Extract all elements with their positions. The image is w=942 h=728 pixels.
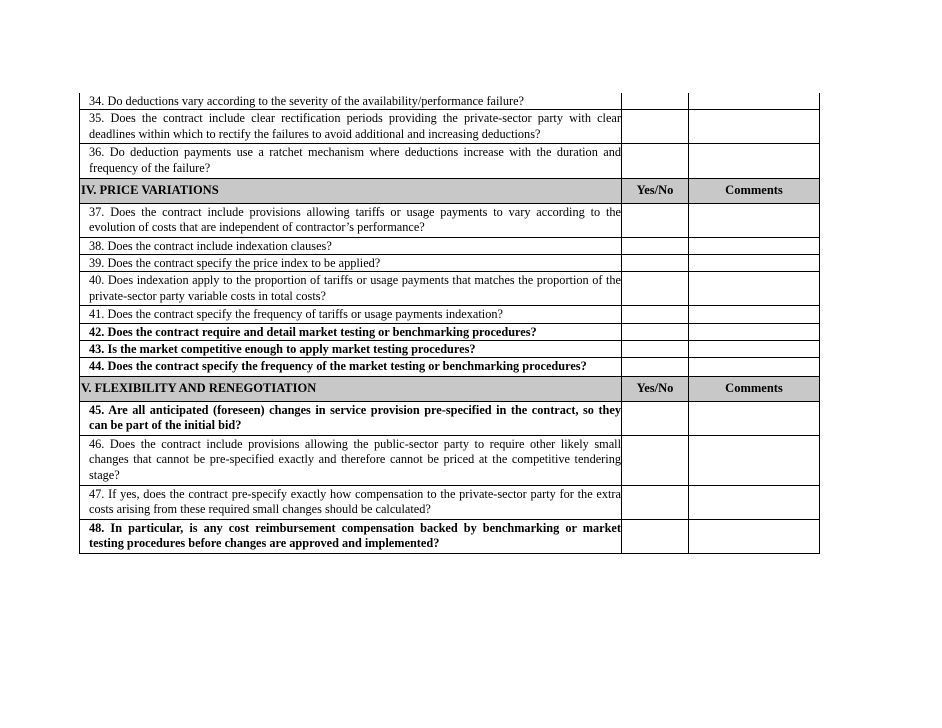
question-row-46 — [80, 435, 820, 485]
question-text: 46. Does the contract include provisions allowing the public-sector party to require other likely small changes that cannot be pre-specified exactly and therefore cannot be priced at the competitive tendering stage? — [80, 435, 622, 485]
question-row-40 — [80, 272, 820, 306]
comments-header: Comments — [689, 178, 820, 203]
question-row-43 — [80, 340, 820, 357]
yes-no-cell[interactable] — [622, 272, 689, 306]
comments-cell[interactable] — [689, 203, 820, 237]
question-row-35 — [80, 110, 820, 144]
question-row-37 — [80, 203, 820, 237]
section-title: IV. PRICE VARIATIONS — [80, 178, 622, 203]
question-row-39 — [80, 254, 820, 271]
comments-cell[interactable] — [689, 485, 820, 519]
section-title: V. FLEXIBILITY AND RENEGOTIATION — [80, 376, 622, 401]
comments-cell[interactable] — [689, 144, 820, 178]
question-text: 36. Do deduction payments use a ratchet mechanism where deductions increase with the duration and frequency of the failure? — [80, 144, 622, 178]
question-row-47 — [80, 485, 820, 519]
question-text: 39. Does the contract specify the price index to be applied? — [80, 254, 622, 271]
comments-cell[interactable] — [689, 93, 820, 110]
question-text: 34. Do deductions vary according to the severity of the availability/performance failure? — [80, 93, 622, 110]
yes-no-cell[interactable] — [622, 485, 689, 519]
yes-no-cell[interactable] — [622, 93, 689, 110]
question-text: 41. Does the contract specify the frequency of tariffs or usage payments indexation? — [80, 306, 622, 323]
question-text: 40. Does indexation apply to the proportion of tariffs or usage payments that matches the proportion of the private-sector party variable costs in total costs? — [80, 272, 622, 306]
comments-cell[interactable] — [689, 237, 820, 254]
question-row-44 — [80, 357, 820, 376]
comments-cell[interactable] — [689, 254, 820, 271]
comments-cell[interactable] — [689, 401, 820, 435]
yes-no-cell[interactable] — [622, 144, 689, 178]
comments-cell[interactable] — [689, 357, 820, 376]
comments-header: Comments — [689, 376, 820, 401]
comments-cell[interactable] — [689, 435, 820, 485]
question-text: 37. Does the contract include provisions allowing tariffs or usage payments to vary according to the evolution of costs that are independent of contractor’s performance? — [80, 203, 622, 237]
section-header-flexibility-renegotiation — [80, 376, 820, 401]
question-row-48 — [80, 519, 820, 553]
comments-cell[interactable] — [689, 519, 820, 553]
comments-cell[interactable] — [689, 306, 820, 323]
question-row-41 — [80, 306, 820, 323]
yes-no-cell[interactable] — [622, 340, 689, 357]
question-text: 44. Does the contract specify the frequency of the market testing or benchmarking procedures? — [80, 357, 622, 376]
comments-cell[interactable] — [689, 323, 820, 340]
yes-no-header: Yes/No — [622, 178, 689, 203]
yes-no-cell[interactable] — [622, 306, 689, 323]
question-text: 48. In particular, is any cost reimbursement compensation backed by benchmarking or market testing procedures before changes are approved and implemented? — [80, 519, 622, 553]
questionnaire-table — [79, 93, 820, 554]
section-header-price-variations — [80, 178, 820, 203]
question-row-42 — [80, 323, 820, 340]
question-text: 47. If yes, does the contract pre-specify exactly how compensation to the private-sector party for the extra costs arising from these required small changes should be calculated? — [80, 485, 622, 519]
question-row-36 — [80, 144, 820, 178]
yes-no-cell[interactable] — [622, 323, 689, 340]
yes-no-cell[interactable] — [622, 254, 689, 271]
question-row-34 — [80, 93, 820, 110]
yes-no-cell[interactable] — [622, 519, 689, 553]
question-row-38 — [80, 237, 820, 254]
question-text: 38. Does the contract include indexation clauses? — [80, 237, 622, 254]
yes-no-cell[interactable] — [622, 435, 689, 485]
yes-no-cell[interactable] — [622, 203, 689, 237]
yes-no-cell[interactable] — [622, 357, 689, 376]
yes-no-cell[interactable] — [622, 110, 689, 144]
question-row-45 — [80, 401, 820, 435]
comments-cell[interactable] — [689, 272, 820, 306]
comments-cell[interactable] — [689, 340, 820, 357]
question-text: 35. Does the contract include clear rectification periods providing the private-sector party with clear deadlines within which to rectify the failures to avoid additional and increasing deductions? — [80, 110, 622, 144]
yes-no-cell[interactable] — [622, 237, 689, 254]
yes-no-header: Yes/No — [622, 376, 689, 401]
question-text: 42. Does the contract require and detail market testing or benchmarking procedures? — [80, 323, 622, 340]
question-text: 45. Are all anticipated (foreseen) changes in service provision pre-specified in the contract, so they can be part of the initial bid? — [80, 401, 622, 435]
yes-no-cell[interactable] — [622, 401, 689, 435]
question-text: 43. Is the market competitive enough to apply market testing procedures? — [80, 340, 622, 357]
comments-cell[interactable] — [689, 110, 820, 144]
